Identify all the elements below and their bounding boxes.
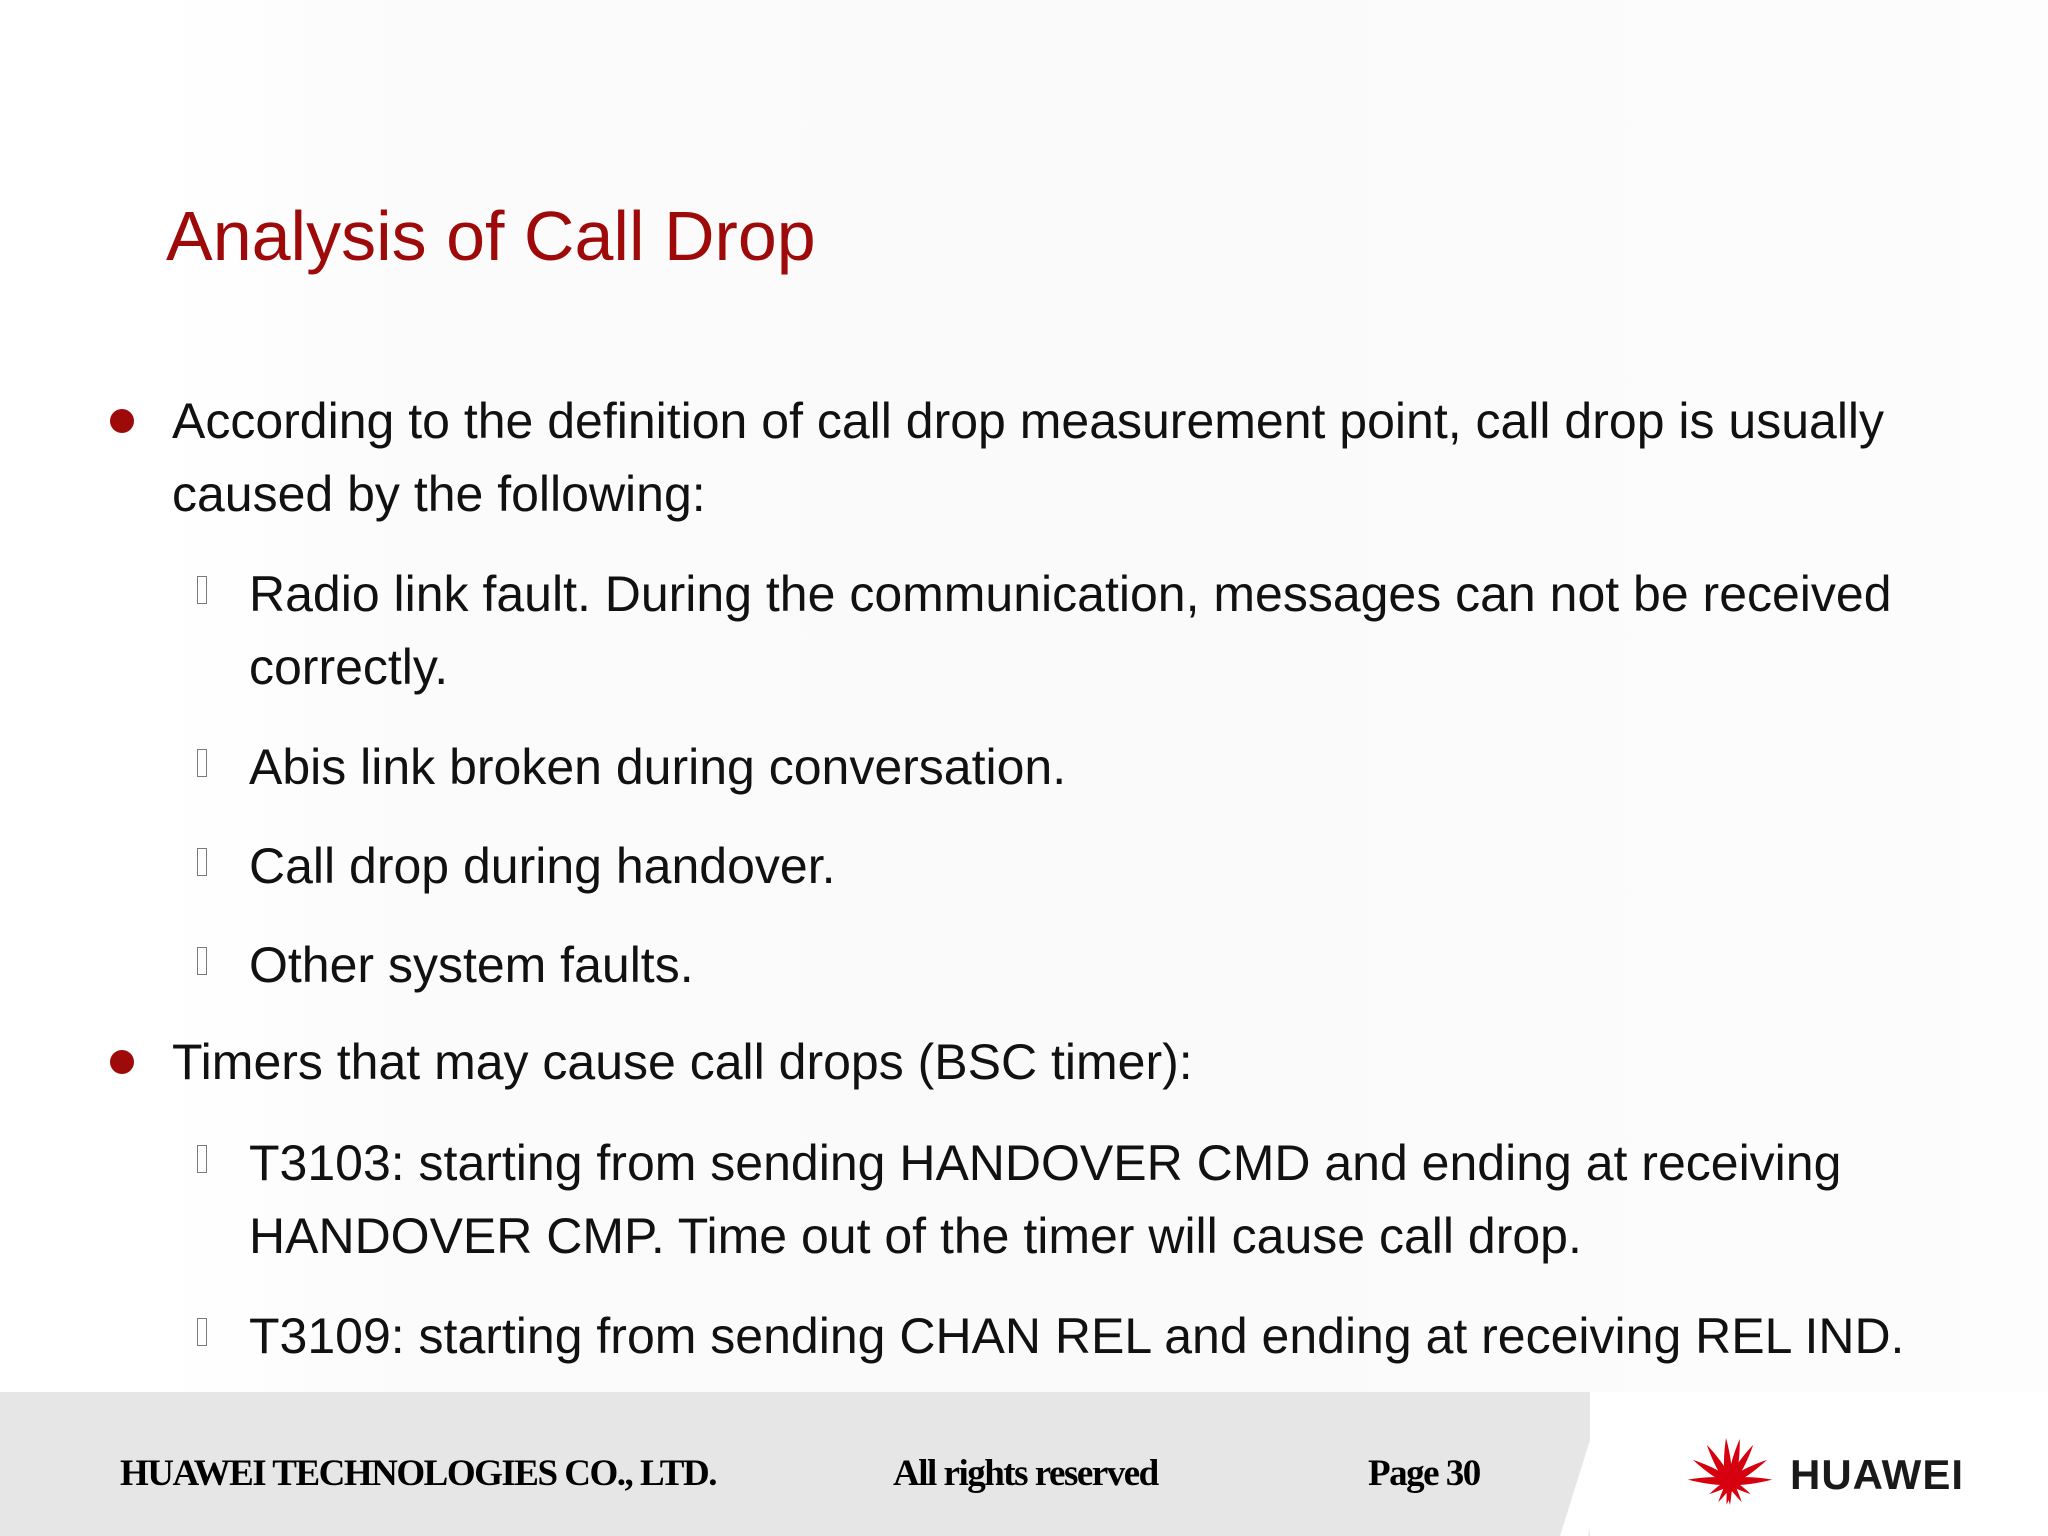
footer-company: HUAWEI TECHNOLOGIES CO., LTD. — [120, 1453, 716, 1494]
sub-bullet-icon — [197, 1145, 207, 1173]
bullet-dot-icon — [110, 1050, 134, 1074]
sub-bullet-icon — [197, 1318, 207, 1346]
footer-rights: All rights reserved — [893, 1453, 1158, 1494]
bullet-text: Timers that may cause call drops (BSC timer): — [172, 1034, 1193, 1090]
sub-bullet-text: T3109: starting from sending CHAN REL and ending at receiving REL IND. — [249, 1308, 1905, 1364]
slide-title: Analysis of Call Drop — [166, 197, 816, 275]
sub-bullet-icon — [197, 848, 207, 876]
footer-page-number: Page 30 — [1368, 1453, 1480, 1494]
sub-bullet-text: Call drop during handover. — [249, 838, 836, 894]
sub-bullet-text: T3103: starting from sending HANDOVER CMD and ending at receiving HANDOVER CMP. Time out of the timer will cause call drop. — [249, 1135, 1842, 1264]
bullet-dot-icon — [110, 409, 134, 433]
sub-bullet-text: Other system faults. — [249, 937, 694, 993]
bullet-text: According to the definition of call drop measurement point, call drop is usually caused by the following: — [172, 393, 1885, 522]
sub-bullet-icon — [197, 576, 207, 604]
sub-bullet-text: Radio link fault. During the communication, messages can not be received correctly. — [249, 566, 1892, 695]
sub-bullet-icon — [197, 749, 207, 777]
sub-bullet-text: Abis link broken during conversation. — [249, 739, 1067, 795]
footer-divider-stripe — [1560, 1392, 1630, 1536]
huawei-petal-logo-icon — [1680, 1430, 1780, 1510]
sub-bullet-icon — [197, 947, 207, 975]
huawei-logo-text: HUAWEI — [1790, 1451, 1964, 1498]
